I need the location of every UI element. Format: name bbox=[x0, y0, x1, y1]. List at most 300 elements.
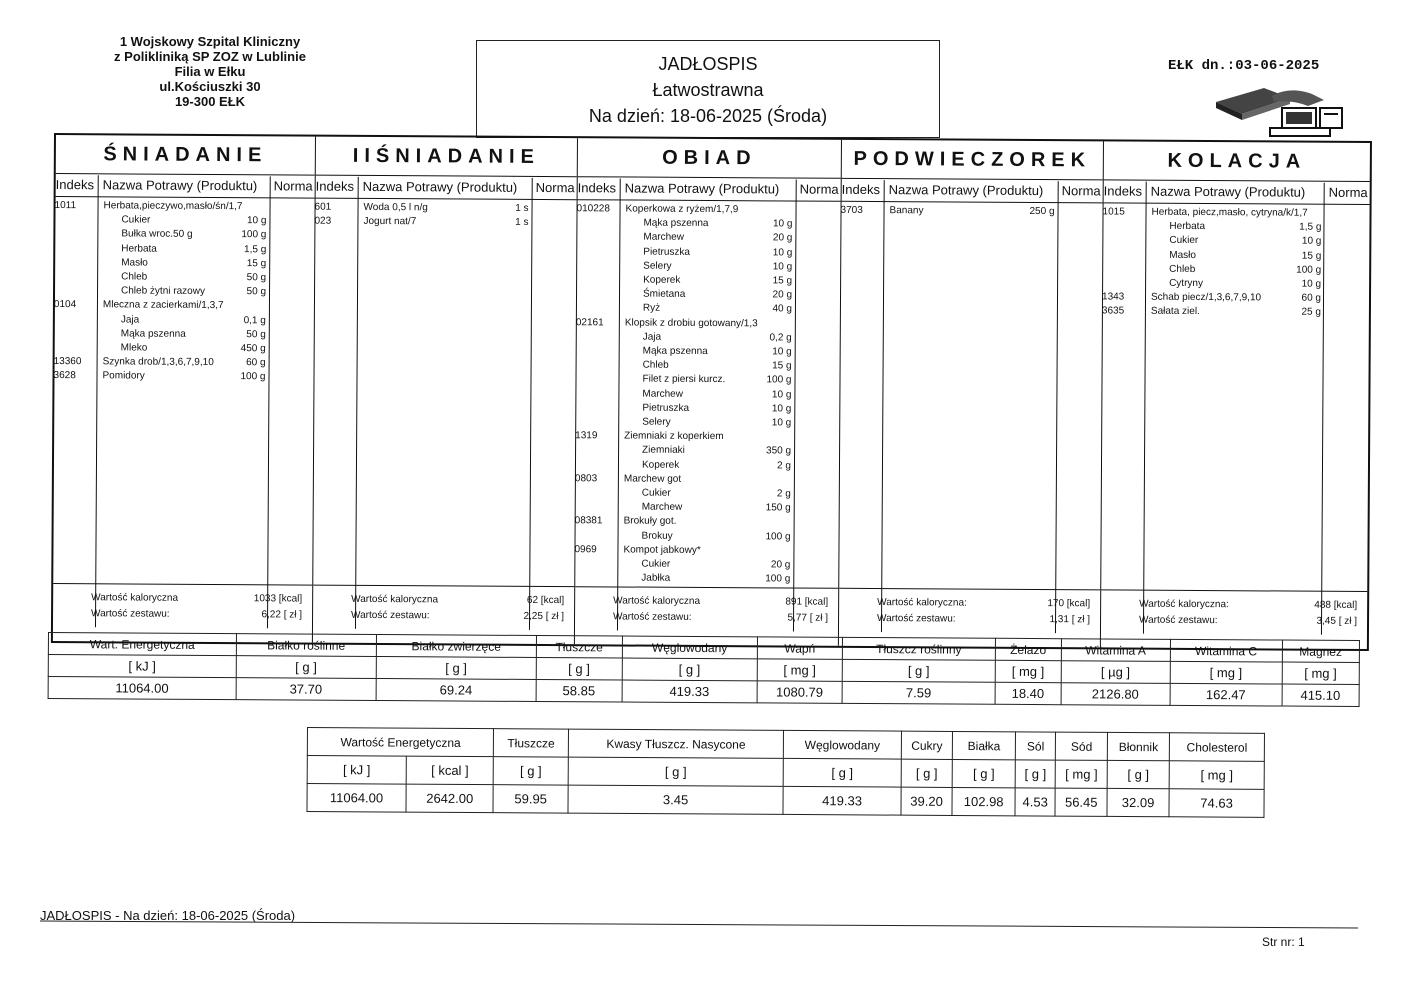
nutrient-unit: [ g ] bbox=[622, 658, 757, 681]
meal-title: OBIAD bbox=[578, 138, 841, 179]
nutrient-unit: [ kcal ] bbox=[406, 756, 494, 785]
item-name: Jabłka bbox=[641, 572, 671, 584]
item-norm: 15 g bbox=[772, 360, 792, 372]
item-name: Herbata, piecz,masło, cytryna/k/1,7 bbox=[1151, 206, 1308, 219]
menu-item-row bbox=[577, 303, 840, 319]
nutrient-label: Kwasy Tłuszcz. Nasycone bbox=[568, 729, 784, 758]
item-norm: 2 g bbox=[777, 460, 792, 472]
menu-item-row bbox=[1103, 249, 1369, 265]
item-norm: 150 g bbox=[765, 502, 791, 514]
header-norm: Norma bbox=[1328, 184, 1368, 201]
column-divider bbox=[881, 180, 885, 632]
nutrient-unit: [ mg ] bbox=[1170, 661, 1282, 684]
page-title: JADŁOSPIS bbox=[658, 54, 758, 74]
menu-item-row bbox=[55, 285, 314, 301]
nutrient-value: 69.24 bbox=[376, 679, 536, 702]
menu-item-row bbox=[577, 288, 840, 304]
nutrient-value: 59.95 bbox=[493, 785, 567, 813]
nutrient-value: 74.63 bbox=[1169, 789, 1264, 818]
item-index: 13360 bbox=[53, 356, 82, 368]
nutrient-value: 58.85 bbox=[536, 679, 622, 702]
page-number: Str nr: 1 bbox=[1262, 935, 1305, 949]
nutrient-value: 102.98 bbox=[952, 787, 1015, 815]
item-name: Schab piecz/1,3,6,7,9,10 bbox=[1150, 291, 1262, 304]
issue-date: EŁK dn.:03-06-2025 bbox=[1168, 58, 1320, 74]
nutrient-unit: [ mg ] bbox=[1169, 761, 1264, 790]
item-name: Cukier bbox=[641, 487, 671, 499]
menu-item-row bbox=[575, 544, 838, 560]
nutrient-label: Cukry bbox=[901, 731, 953, 759]
menu-item-row bbox=[55, 214, 314, 230]
item-name: Filet z piersi kurcz. bbox=[642, 373, 726, 386]
price-label: Wartość zestawu: bbox=[91, 608, 170, 620]
menu-item-row bbox=[576, 516, 839, 532]
item-name: Brokuły got. bbox=[623, 515, 677, 528]
item-index: 02161 bbox=[575, 316, 604, 328]
calorie-label: Wartość kaloryczna bbox=[91, 592, 179, 604]
item-index: 1343 bbox=[1101, 291, 1125, 303]
item-name: Chleb bbox=[1169, 263, 1196, 275]
calorie-label: Wartość kaloryczna: bbox=[1139, 598, 1229, 611]
item-index: 0803 bbox=[574, 472, 598, 485]
item-name: Masło bbox=[121, 257, 148, 269]
header-index: Indeks bbox=[1103, 183, 1143, 199]
menu-item-row bbox=[1103, 306, 1369, 322]
item-name: Marchew bbox=[641, 501, 683, 514]
price-label: Wartość zestawu: bbox=[1139, 614, 1218, 627]
calorie-label: Wartość kaloryczna bbox=[613, 595, 701, 607]
item-name: Koperkowa z ryżem/1,7,9 bbox=[625, 203, 739, 216]
nutrient-unit: [ g ] bbox=[952, 759, 1015, 787]
item-index: 3635 bbox=[1101, 305, 1125, 317]
nutrition-table-summary bbox=[306, 727, 1265, 818]
title-box bbox=[476, 40, 940, 138]
energy-label: Wartość Energetyczna bbox=[307, 728, 494, 757]
item-name: Jogurt nat/7 bbox=[363, 216, 417, 228]
menu-item-row bbox=[576, 374, 839, 390]
item-name: Cukier bbox=[641, 558, 671, 570]
header-name: Nazwa Potrawy (Produktu) bbox=[1150, 183, 1306, 200]
footer-divider bbox=[40, 921, 1358, 929]
menu-item-row bbox=[55, 299, 314, 315]
item-name: Brokuy bbox=[641, 530, 673, 542]
item-index: 1015 bbox=[1102, 206, 1125, 218]
nutrient-unit: [ g ] bbox=[536, 657, 622, 680]
nutrient-value: 415.10 bbox=[1282, 684, 1360, 706]
nutrient-unit: [ g ] bbox=[842, 659, 995, 682]
nutrient-value: 419.33 bbox=[622, 680, 757, 703]
item-name: Pomidory bbox=[102, 370, 145, 382]
column-headers bbox=[56, 174, 315, 199]
item-index: 0104 bbox=[53, 299, 77, 311]
nutrient-unit: [ g ] bbox=[236, 656, 376, 679]
item-norm: 60 g bbox=[246, 357, 266, 369]
header-index: Indeks bbox=[315, 178, 355, 194]
price-value: 1,31 [ zł ] bbox=[1049, 614, 1091, 626]
menu-item-row bbox=[841, 205, 1102, 221]
item-index: 3628 bbox=[53, 370, 76, 382]
header-name: Nazwa Potrawy (Produktu) bbox=[102, 177, 258, 194]
nutrient-value: 2126.80 bbox=[1061, 683, 1170, 706]
item-name: Herbata bbox=[121, 243, 157, 255]
item-name: Ryż bbox=[642, 302, 661, 315]
item-norm: 0,1 g bbox=[243, 314, 266, 326]
item-norm: 15 g bbox=[1301, 250, 1322, 262]
menu-item-row bbox=[577, 345, 840, 361]
item-norm: 10 g bbox=[772, 346, 792, 358]
nutrient-unit: [ g ] bbox=[568, 757, 784, 786]
header-norm: Norma bbox=[799, 181, 839, 197]
item-name: Mleczna z zacierkami/1,3,7 bbox=[102, 299, 224, 312]
item-norm: 10 g bbox=[771, 388, 792, 401]
item-name: Selery bbox=[643, 260, 672, 272]
menu-item-row bbox=[1103, 277, 1369, 293]
price-value: 2,25 [ zł ] bbox=[523, 610, 565, 623]
nutrient-value: 39.20 bbox=[901, 787, 953, 815]
item-name: Woda 0,5 l n/g bbox=[363, 201, 428, 214]
menu-item-row bbox=[1103, 221, 1369, 237]
nutrient-unit: [ g ] bbox=[1107, 760, 1169, 788]
item-name: Pietruszka bbox=[643, 246, 691, 258]
price-label: Wartość zestawu: bbox=[613, 611, 692, 623]
calorie-value: 170 [kcal] bbox=[1047, 598, 1091, 610]
nutrient-value: 419.33 bbox=[783, 786, 901, 815]
nutrition-row-value bbox=[307, 784, 1264, 818]
menu-item-row bbox=[1103, 235, 1369, 251]
header-index: Indeks bbox=[577, 180, 617, 196]
nutrient-unit: [ g ] bbox=[494, 757, 568, 785]
nutrient-value: 3.45 bbox=[568, 785, 784, 814]
item-norm: 350 g bbox=[766, 445, 792, 457]
item-index: 1319 bbox=[575, 430, 598, 442]
item-norm: 10 g bbox=[771, 417, 792, 429]
item-norm: 100 g bbox=[766, 374, 792, 386]
item-name: Pietruszka bbox=[642, 402, 690, 414]
menu-item-row bbox=[316, 202, 577, 218]
item-index: 1011 bbox=[54, 200, 77, 212]
item-name: Cukier bbox=[1169, 235, 1199, 247]
item-norm: 10 g bbox=[246, 215, 267, 227]
price-value: 6,22 [ zł ] bbox=[261, 609, 303, 621]
nutrient-unit: [ mg ] bbox=[1282, 662, 1360, 684]
item-norm: 10 g bbox=[1301, 278, 1322, 290]
item-name: Selery bbox=[642, 416, 671, 428]
nutrient-value: 18.40 bbox=[995, 682, 1061, 704]
nutrient-unit: [ mg ] bbox=[1056, 760, 1108, 788]
item-index: 0969 bbox=[574, 543, 597, 556]
nutrient-label: Witamina C bbox=[1170, 639, 1282, 662]
price-value: 5,77 [ zł ] bbox=[787, 612, 829, 624]
nutrient-value: 37.70 bbox=[236, 678, 376, 701]
footer-text: JADŁOSPIS - Na dzień: 18-06-2025 (Środa) bbox=[40, 908, 296, 923]
nutrient-value: 2642.00 bbox=[406, 784, 494, 813]
item-norm: 40 g bbox=[772, 303, 792, 315]
menu-item-row bbox=[55, 328, 314, 344]
item-norm: 20 g bbox=[770, 559, 791, 571]
item-norm: 25 g bbox=[1301, 307, 1321, 319]
item-norm: 10 g bbox=[1301, 236, 1322, 248]
menu-item-row bbox=[577, 331, 840, 347]
item-norm: 0,2 g bbox=[769, 332, 792, 344]
meal-column bbox=[53, 135, 316, 643]
meal-column bbox=[839, 140, 1104, 648]
nutrient-label: Białko roślinne bbox=[236, 634, 376, 657]
nutrient-value: 56.45 bbox=[1055, 788, 1107, 816]
item-name: Ziemniaki z koperkiem bbox=[624, 430, 724, 443]
item-name: Chleb żytni razowy bbox=[121, 285, 205, 298]
item-name: Szynka drob/1,3,6,7,9,10 bbox=[102, 356, 214, 369]
nutrient-label: Sód bbox=[1056, 732, 1108, 760]
item-norm: 100 g bbox=[765, 530, 791, 543]
item-name: Mleko bbox=[120, 342, 148, 354]
hospital-line: Filia w Ełku bbox=[174, 64, 246, 79]
item-name: Koperek bbox=[641, 459, 680, 471]
column-divider bbox=[355, 177, 359, 629]
item-norm: 60 g bbox=[1301, 292, 1322, 304]
nutrient-label: Żelazo bbox=[995, 638, 1061, 660]
nutrient-label: Cholesterol bbox=[1169, 733, 1264, 762]
nutrient-label: Sól bbox=[1015, 732, 1056, 760]
item-norm: 100 g bbox=[240, 371, 266, 383]
menu-item-row bbox=[576, 473, 839, 489]
nutrient-value: 162.47 bbox=[1170, 683, 1282, 706]
meal-title: IIŚNIADANIE bbox=[316, 137, 577, 178]
nutrient-unit: [ g ] bbox=[376, 657, 536, 680]
meal-items bbox=[839, 202, 1102, 584]
menu-item-row bbox=[576, 487, 839, 503]
nutrient-label: Białka bbox=[953, 731, 1016, 759]
item-norm: 20 g bbox=[772, 232, 793, 244]
book-computer-icon bbox=[1212, 84, 1352, 140]
menu-item-row bbox=[315, 216, 576, 232]
menu-item-row bbox=[577, 246, 840, 262]
meal-title: PODWIECZOREK bbox=[842, 140, 1103, 181]
menu-item-row bbox=[577, 274, 840, 290]
menu-item-row bbox=[577, 203, 840, 219]
meal-items bbox=[1101, 203, 1369, 585]
item-norm: 1 s bbox=[515, 217, 529, 229]
menu-date: Na dzień: 18-06-2025 (Środa) bbox=[588, 106, 828, 126]
nutrient-value: 11064.00 bbox=[48, 677, 236, 700]
nutrient-label: Węglowodany bbox=[622, 636, 757, 659]
item-name: Chleb bbox=[642, 359, 669, 371]
nutrient-label: Tłuszcze bbox=[494, 729, 568, 757]
item-index: 010228 bbox=[576, 203, 610, 215]
item-name: Herbata bbox=[1169, 221, 1206, 233]
item-norm: 10 g bbox=[772, 261, 793, 273]
item-name: Marchew bbox=[643, 231, 684, 244]
menu-item-row bbox=[55, 356, 314, 372]
item-name: Koperek bbox=[643, 274, 681, 286]
item-index: 023 bbox=[314, 215, 332, 227]
menu-item-row bbox=[577, 317, 840, 333]
item-norm: 100 g bbox=[765, 573, 791, 585]
nutrient-label: Błonnik bbox=[1107, 732, 1169, 760]
item-norm: 50 g bbox=[246, 328, 266, 341]
menu-item-row bbox=[576, 530, 839, 546]
item-name: Cytryny bbox=[1169, 277, 1204, 290]
item-norm: 15 g bbox=[246, 257, 267, 270]
menu-item-row bbox=[1103, 263, 1369, 279]
nutrient-label: Wart. Energetyczna bbox=[48, 633, 236, 656]
calorie-value: 488 [kcal] bbox=[1314, 599, 1358, 611]
meal-column bbox=[575, 138, 842, 646]
header-norm: Norma bbox=[535, 179, 575, 196]
menu-item-row bbox=[54, 370, 313, 386]
item-norm: 1,5 g bbox=[1299, 221, 1322, 233]
menu-item-row bbox=[576, 388, 839, 404]
column-headers bbox=[578, 177, 841, 202]
nutrient-label: Witamina A bbox=[1061, 639, 1170, 662]
header-name: Nazwa Potrawy (Produktu) bbox=[362, 178, 518, 195]
header-index: Indeks bbox=[841, 181, 881, 198]
nutrient-label: Tłuszcz roślinny bbox=[842, 637, 995, 660]
calorie-label: Wartość kaloryczna: bbox=[877, 597, 967, 609]
menu-item-row bbox=[577, 217, 840, 233]
item-norm: 250 g bbox=[1029, 205, 1055, 218]
item-name: Śmietana bbox=[642, 288, 686, 301]
item-name: Herbata,pieczywo,masło/śn/1,7 bbox=[103, 200, 243, 213]
item-norm: 10 g bbox=[772, 218, 793, 230]
menu-item-row bbox=[576, 445, 839, 461]
nutrient-label: Tłuszcze bbox=[536, 635, 622, 658]
hospital-line: 1 Wojskowy Szpital Kliniczny bbox=[119, 34, 301, 49]
calorie-value: 891 [kcal] bbox=[785, 596, 829, 608]
item-name: Chleb bbox=[121, 271, 148, 283]
nutrient-value: 1080.79 bbox=[757, 681, 842, 704]
item-norm: 100 g bbox=[241, 229, 267, 241]
item-name: Cukier bbox=[121, 214, 151, 226]
nutrient-label: Białko zwierzęce bbox=[376, 635, 536, 658]
price-value: 3,45 [ zł ] bbox=[1316, 615, 1358, 627]
menu-item-row bbox=[1103, 292, 1369, 308]
item-name: Jaja bbox=[120, 314, 140, 326]
nutrient-label: Magnez bbox=[1282, 640, 1360, 662]
price-label: Wartość zestawu: bbox=[351, 609, 430, 622]
calorie-value: 1033 [kcal] bbox=[253, 593, 303, 605]
item-name: Jaja bbox=[642, 331, 662, 343]
menu-item-row bbox=[55, 342, 314, 358]
meal-column bbox=[1101, 141, 1370, 649]
header-norm: Norma bbox=[273, 178, 313, 194]
nutrient-value: 32.09 bbox=[1107, 788, 1169, 816]
nutrient-unit: [ kJ ] bbox=[307, 756, 406, 785]
nutrition-table-main bbox=[48, 632, 1360, 707]
item-norm: 10 g bbox=[772, 246, 793, 259]
nutrient-unit: [ g ] bbox=[1015, 760, 1056, 788]
menu-item-row bbox=[576, 430, 839, 446]
item-name: Mąka pszenna bbox=[643, 217, 709, 230]
nutrient-unit: [ mg ] bbox=[995, 660, 1061, 682]
item-norm: 15 g bbox=[772, 275, 793, 287]
menu-grid bbox=[51, 133, 1372, 651]
menu-item-row bbox=[575, 558, 838, 574]
nutrient-label: Wapń bbox=[757, 637, 842, 660]
item-name: Kompot jabkowy* bbox=[623, 544, 701, 556]
item-norm: 50 g bbox=[246, 286, 267, 298]
menu-item-row bbox=[576, 416, 839, 432]
nutrient-unit: [ µg ] bbox=[1061, 661, 1170, 684]
menu-item-row bbox=[55, 314, 314, 330]
meal-items bbox=[53, 197, 314, 579]
hospital-line: ul.Kościuszki 30 bbox=[159, 79, 261, 94]
nutrient-unit: [ mg ] bbox=[757, 659, 842, 682]
item-index: 601 bbox=[314, 201, 332, 213]
item-norm: 450 g bbox=[240, 343, 266, 355]
item-name: Mąka pszenna bbox=[642, 345, 708, 357]
column-divider bbox=[1055, 181, 1059, 633]
nutrient-unit: [ kJ ] bbox=[48, 655, 236, 678]
meal-title: ŚNIADANIE bbox=[56, 135, 315, 176]
diet-name: Łatwostrawna bbox=[652, 80, 764, 100]
price-label: Wartość zestawu: bbox=[877, 613, 956, 625]
header-name: Nazwa Potrawy (Produktu) bbox=[624, 180, 780, 197]
menu-item-row bbox=[576, 501, 839, 517]
meal-title: KOLACJA bbox=[1104, 141, 1370, 182]
menu-item-row bbox=[577, 260, 840, 276]
item-name: Marchew bbox=[642, 388, 684, 400]
item-name: Mąka pszenna bbox=[120, 328, 186, 340]
menu-item-row bbox=[576, 459, 839, 475]
item-name: Ziemniaki bbox=[642, 444, 685, 457]
item-name: Marchew got bbox=[623, 473, 682, 485]
header-index: Indeks bbox=[55, 177, 95, 193]
meal-items bbox=[313, 199, 576, 581]
menu-item-row bbox=[55, 257, 314, 273]
menu-item-row bbox=[55, 271, 314, 287]
item-name: Bułka wroc.50 g bbox=[121, 228, 193, 241]
menu-item-row bbox=[55, 243, 314, 259]
menu-item-row bbox=[577, 232, 840, 248]
item-norm: 50 g bbox=[246, 272, 267, 284]
header-name: Nazwa Potrawy (Produktu) bbox=[888, 182, 1044, 199]
meal-column bbox=[313, 137, 578, 645]
item-index: 08381 bbox=[574, 515, 603, 527]
column-headers bbox=[842, 179, 1103, 204]
column-headers bbox=[1104, 180, 1370, 205]
menu-item-row bbox=[576, 402, 839, 418]
column-divider bbox=[529, 178, 533, 630]
menu-item-row bbox=[577, 359, 840, 375]
hospital-line: z Polikliniką SP ZOZ w Lublinie bbox=[114, 49, 306, 64]
menu-item-row bbox=[1103, 206, 1369, 222]
calorie-value: 62 [kcal] bbox=[526, 594, 565, 607]
menu-item-row bbox=[56, 200, 315, 216]
nutrient-value: 7.59 bbox=[842, 681, 995, 704]
item-norm: 100 g bbox=[1296, 264, 1322, 276]
calorie-label: Wartość kaloryczna bbox=[351, 593, 439, 606]
hospital-address bbox=[90, 34, 330, 109]
nutrient-unit: [ g ] bbox=[901, 759, 953, 787]
item-norm: 2 g bbox=[776, 488, 791, 500]
nutrient-value: 4.53 bbox=[1015, 788, 1056, 816]
item-norm: 10 g bbox=[771, 403, 792, 415]
item-name: Banany bbox=[889, 205, 924, 217]
item-norm: 1 s bbox=[515, 202, 529, 214]
nutrient-label: Węglowodany bbox=[784, 730, 902, 759]
header-norm: Norma bbox=[1061, 183, 1101, 199]
nutrient-value: 11064.00 bbox=[307, 784, 406, 813]
item-name: Sałata ziel. bbox=[1150, 306, 1200, 318]
item-name: Masło bbox=[1169, 249, 1196, 261]
item-norm: 20 g bbox=[772, 289, 793, 301]
menu-item-row bbox=[55, 228, 314, 244]
meal-items bbox=[574, 200, 840, 585]
hospital-line: 19-300 EŁK bbox=[174, 94, 246, 109]
item-norm: 1,5 g bbox=[244, 243, 267, 255]
nutrient-unit: [ g ] bbox=[783, 758, 901, 787]
column-headers bbox=[316, 176, 577, 201]
